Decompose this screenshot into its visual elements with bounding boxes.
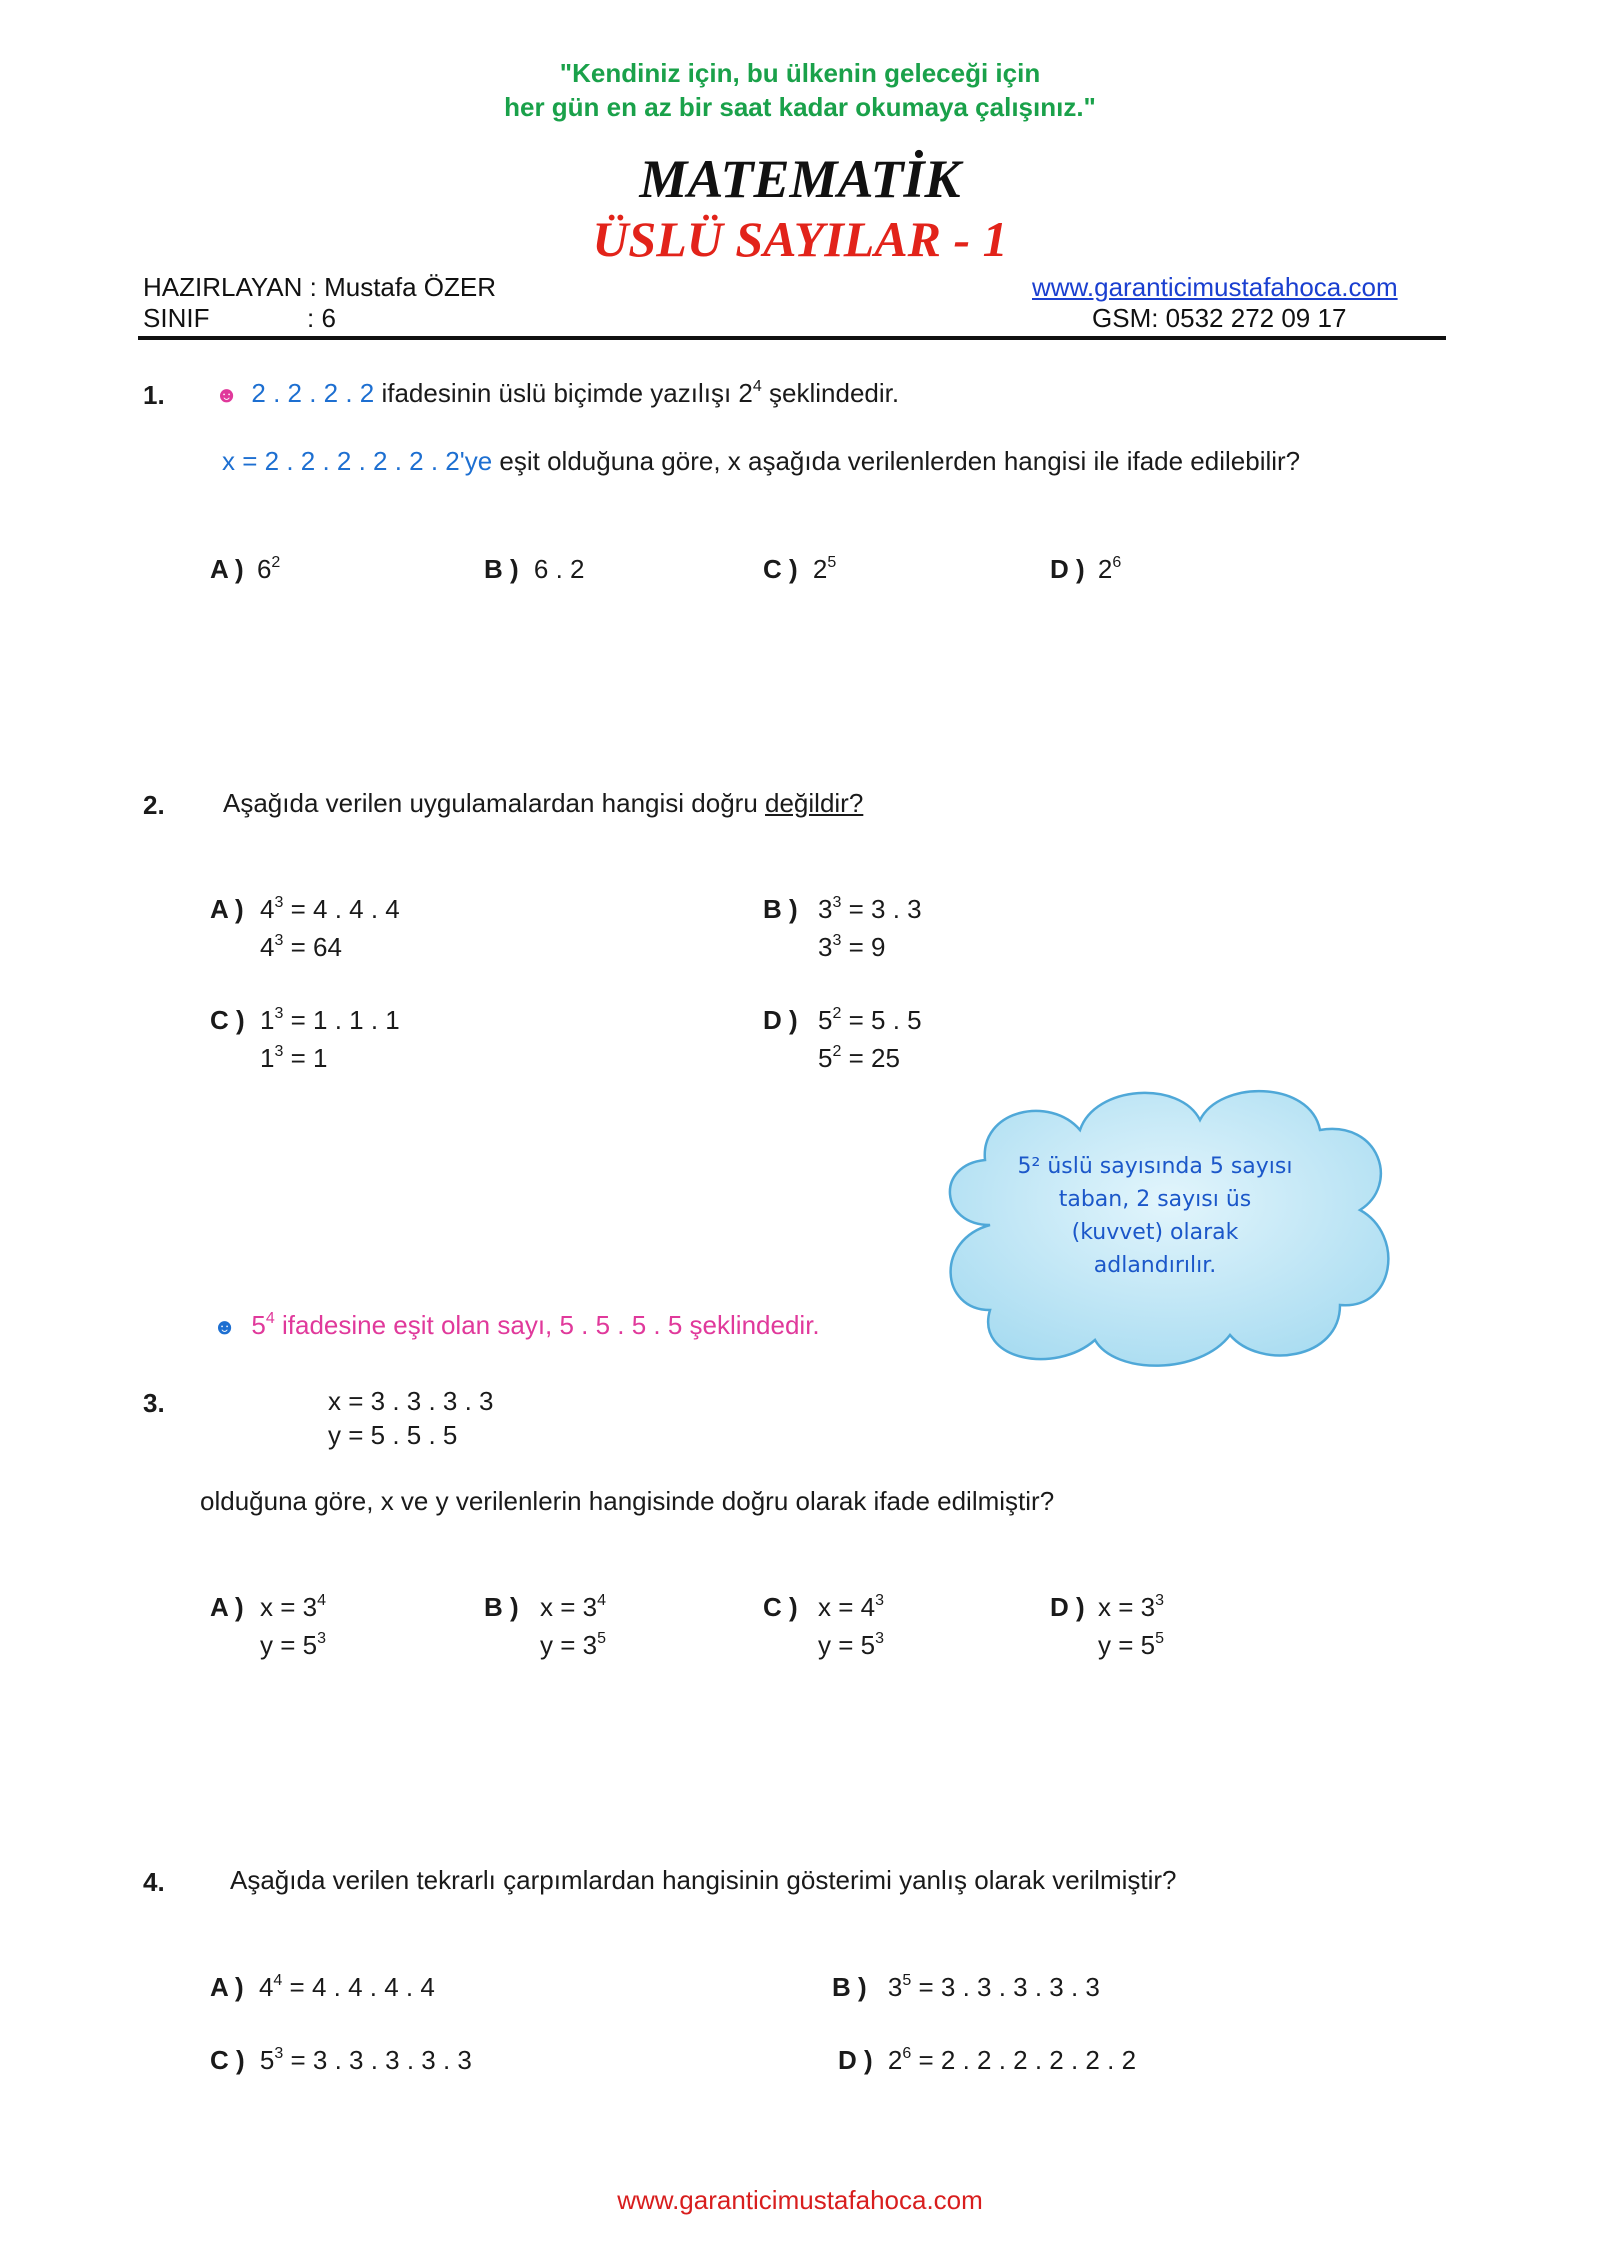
option-text: = 5 . 5 xyxy=(841,1005,922,1035)
q3-x-definition: x = 3 . 3 . 3 . 3 xyxy=(328,1386,494,1416)
option-label: B ) xyxy=(763,894,798,924)
question-1-info xyxy=(215,378,899,409)
option-exponent: 4 xyxy=(317,1592,326,1609)
author-label: HAZIRLAYAN : Mustafa ÖZER xyxy=(143,272,497,302)
page-title: MATEMATİK xyxy=(639,149,961,209)
q2-option-a-line-2 xyxy=(260,932,342,963)
option-label: B ) xyxy=(484,554,519,584)
option-text: = 64 xyxy=(283,932,342,962)
option-exponent: 3 xyxy=(274,894,284,911)
q3-option-a-y xyxy=(260,1630,326,1661)
option-text: = 4 . 4 . 4 . 4 xyxy=(282,1972,435,2002)
q2-option-d-line-1 xyxy=(818,1005,922,1036)
option-exponent: 3 xyxy=(832,932,842,949)
option-base: 2 xyxy=(1097,554,1113,584)
option-label: C ) xyxy=(210,1005,245,1035)
smiley-icon: ☻ xyxy=(215,382,239,407)
option-text: = 25 xyxy=(841,1043,900,1073)
option-base: 2 xyxy=(887,2045,903,2075)
option-label: B ) xyxy=(832,1972,867,2002)
option-label: C ) xyxy=(763,1592,798,1622)
q4-option-b[interactable] xyxy=(832,1972,1100,2003)
q1-option-d[interactable] xyxy=(1050,554,1121,585)
option-exponent: 5 xyxy=(1155,1630,1164,1647)
q2-option-b-line-1 xyxy=(818,894,922,925)
q2-option-b-line-2 xyxy=(818,932,885,963)
option-base: 5 xyxy=(259,2045,275,2075)
option-text: = 2 . 2 . 2 . 2 . 2 . 2 xyxy=(911,2045,1137,2075)
q2-option-a[interactable] xyxy=(210,894,244,925)
option-label: C ) xyxy=(210,2045,245,2075)
option-exponent: 3 xyxy=(274,932,284,949)
q3-option-b[interactable] xyxy=(484,1592,519,1623)
q3-option-a-x xyxy=(260,1592,326,1623)
option-text: y = 5 xyxy=(260,1630,318,1660)
q2-option-c[interactable] xyxy=(210,1005,245,1036)
option-base: 6 xyxy=(256,554,272,584)
q3-option-c[interactable] xyxy=(763,1592,798,1623)
option-base: 4 xyxy=(258,1972,274,2002)
option-label: B ) xyxy=(484,1592,519,1622)
option-text: x = 3 xyxy=(540,1592,598,1622)
option-label: A ) xyxy=(210,554,244,584)
option-exponent: 5 xyxy=(827,554,837,571)
motto-line-1: "Kendiniz için, bu ülkenin geleceği için xyxy=(559,58,1041,88)
q1-option-c[interactable] xyxy=(763,554,836,585)
q2-question-text: Aşağıda verilen uygulamalardan hangisi doğru xyxy=(223,788,766,818)
option-text: x = 4 xyxy=(818,1592,876,1622)
option-exponent: 4 xyxy=(273,1972,283,1989)
option-text: 6 . 2 xyxy=(533,554,585,584)
option-base: 3 xyxy=(818,894,833,924)
q2-option-b[interactable] xyxy=(763,894,798,925)
q4-option-c[interactable] xyxy=(210,2045,472,2076)
option-exponent: 2 xyxy=(271,554,281,571)
option-base: 5 xyxy=(818,1043,833,1073)
option-text: = 3 . 3 xyxy=(841,894,922,924)
option-base: 3 xyxy=(818,932,833,962)
smiley-icon: ☻ xyxy=(213,1314,237,1339)
gsm-number: GSM: 0532 272 09 17 xyxy=(1092,303,1347,333)
option-exponent: 2 xyxy=(832,1005,842,1022)
page-subtitle: ÜSLÜ SAYILAR - 1 xyxy=(592,211,1008,267)
option-label: D ) xyxy=(838,2045,873,2075)
q3-option-c-y xyxy=(818,1630,884,1661)
header-website-link[interactable]: www.garanticimustafahoca.com xyxy=(1032,272,1398,302)
q2-option-a-line-1 xyxy=(260,894,400,925)
q3-option-d-y xyxy=(1098,1630,1164,1661)
q3-option-a[interactable] xyxy=(210,1592,244,1623)
motto-line-2: her gün en az bir saat kadar okumaya çalışınız." xyxy=(504,92,1096,122)
option-exponent: 2 xyxy=(832,1043,842,1060)
q1-question-expression: x = 2 . 2 . 2 . 2 . 2 . 2'ye xyxy=(222,446,493,476)
q3-option-c-x xyxy=(818,1592,884,1623)
header-divider xyxy=(138,336,1446,340)
class-value: : 6 xyxy=(307,303,336,333)
option-base: 4 xyxy=(260,894,275,924)
q2-option-c-line-2 xyxy=(260,1043,327,1074)
option-label: A ) xyxy=(210,1592,244,1622)
option-exponent: 4 xyxy=(597,1592,606,1609)
option-base: 2 xyxy=(812,554,828,584)
option-exponent: 6 xyxy=(902,2045,912,2062)
option-text: y = 5 xyxy=(818,1630,876,1660)
q3-y-definition: y = 5 . 5 . 5 xyxy=(328,1420,458,1450)
question-1-text xyxy=(222,446,1300,477)
q3-option-d[interactable] xyxy=(1050,1592,1085,1623)
option-text: y = 3 xyxy=(540,1630,598,1660)
option-text: x = 3 xyxy=(1098,1592,1156,1622)
option-base: 1 xyxy=(260,1005,275,1035)
q1-question-text: eşit olduğuna göre, x aşağıda verilenlerden hangisi ile ifade edilebilir? xyxy=(492,446,1301,476)
q1-info-text: ifadesinin üslü biçimde yazılışı 2 xyxy=(374,378,753,408)
q2-question-underlined: değildir? xyxy=(765,788,864,818)
q3-option-b-x xyxy=(540,1592,606,1623)
q2-option-d-line-2 xyxy=(818,1043,900,1074)
option-label: D ) xyxy=(1050,1592,1085,1622)
option-exponent: 3 xyxy=(274,2045,284,2062)
q2-option-d[interactable] xyxy=(763,1005,798,1036)
question-2-number: 2. xyxy=(143,790,165,820)
option-label: A ) xyxy=(210,1972,244,2002)
option-label: D ) xyxy=(763,1005,798,1035)
option-exponent: 6 xyxy=(1112,554,1122,571)
question-4-text: Aşağıda verilen tekrarlı çarpımlardan hangisinin gösterimi yanlış olarak verilmiştir? xyxy=(230,1865,1177,1895)
info2-base: 5 xyxy=(251,1310,266,1340)
option-exponent: 5 xyxy=(597,1630,606,1647)
q1-info-exponent: 4 xyxy=(752,378,762,395)
option-exponent: 3 xyxy=(274,1043,284,1060)
option-text: x = 3 xyxy=(260,1592,318,1622)
option-text: = 1 xyxy=(283,1043,328,1073)
option-exponent: 3 xyxy=(875,1630,884,1647)
option-exponent: 5 xyxy=(902,1972,912,1989)
option-text: = 3 . 3 . 3 . 3 . 3 xyxy=(911,1972,1100,2002)
option-exponent: 3 xyxy=(875,1592,884,1609)
option-exponent: 3 xyxy=(832,894,842,911)
footer-website-link[interactable]: www.garanticimustafahoca.com xyxy=(617,2185,983,2215)
q2-option-c-line-1 xyxy=(260,1005,400,1036)
option-base: 4 xyxy=(260,932,275,962)
q3-option-d-x xyxy=(1098,1592,1164,1623)
option-exponent: 3 xyxy=(317,1630,326,1647)
info-2 xyxy=(213,1310,820,1341)
option-label: A ) xyxy=(210,894,244,924)
q1-option-a[interactable] xyxy=(210,554,280,585)
q4-option-d[interactable] xyxy=(838,2045,1136,2076)
option-text: = 9 xyxy=(841,932,886,962)
option-label: C ) xyxy=(763,554,798,584)
q3-option-b-y xyxy=(540,1630,606,1661)
option-text: = 4 . 4 . 4 xyxy=(283,894,400,924)
option-base: 3 xyxy=(887,1972,903,2002)
cloud-callout-text: 5² üslü sayısında 5 sayısı taban, 2 sayısı üs (kuvvet) olarak adlandırılır. xyxy=(1017,1154,1293,1278)
option-text: = 3 . 3 . 3 . 3 . 3 xyxy=(283,2045,472,2075)
option-label: D ) xyxy=(1050,554,1085,584)
question-1-number: 1. xyxy=(143,380,165,410)
question-3-number: 3. xyxy=(143,1388,165,1418)
q4-option-a[interactable] xyxy=(210,1972,435,2003)
class-label: SINIF xyxy=(143,303,210,333)
info2-exponent: 4 xyxy=(265,1310,275,1327)
option-exponent: 3 xyxy=(274,1005,284,1022)
option-text: y = 5 xyxy=(1098,1630,1156,1660)
option-base: 1 xyxy=(260,1043,275,1073)
option-exponent: 3 xyxy=(1155,1592,1164,1609)
question-4-number: 4. xyxy=(143,1867,165,1897)
q1-option-b[interactable] xyxy=(484,554,585,585)
question-3-text: olduğuna göre, x ve y verilenlerin hangisinde doğru olarak ifade edilmiştir? xyxy=(200,1486,1055,1516)
option-base: 5 xyxy=(818,1005,833,1035)
q1-info-tail: şeklindedir. xyxy=(761,378,900,408)
question-2-text xyxy=(223,788,863,819)
q1-info-expression: 2 . 2 . 2 . 2 xyxy=(251,378,375,408)
info2-text: ifadesine eşit olan sayı, 5 . 5 . 5 . 5 şeklindedir. xyxy=(274,1310,820,1340)
option-text: = 1 . 1 . 1 xyxy=(283,1005,400,1035)
